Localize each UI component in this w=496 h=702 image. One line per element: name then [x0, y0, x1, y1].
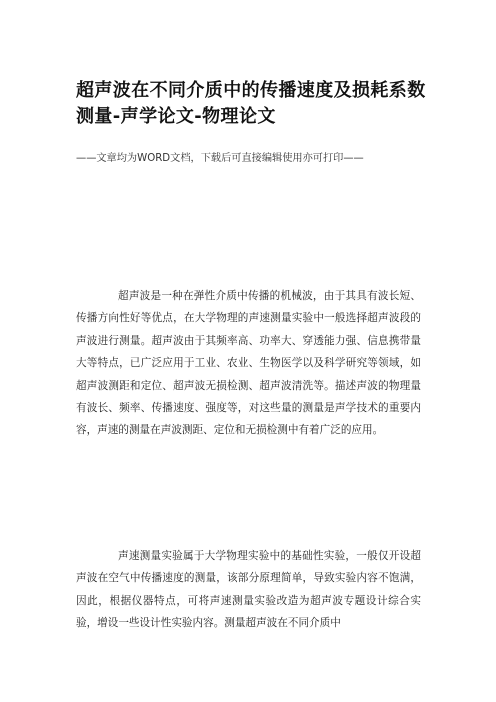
body-paragraph-1: 超声波是一种在弹性介质中传播的机械波，由于其具有波长短、传播方向性好等优点，在大学物理的声速测量实验中一般选择超声波段的声波进行测量。超声波由于其频率高、功率大、穿透能力强、信息携带量大等特点，已广泛应用于工业、农业、生物医学以及科学研究等领域，如超声波测距和定位、超声波无损检测、超声波清洗等。描述声波的物理量有波长、频率、传播速度、强度等，对这些量的测量是声学技术的重要内容，声速的测量在声波测距、定位和无损检测中有着广泛的应用。 [76, 290, 421, 437]
document-subtitle: ——文章均为WORD文档，下载后可直接编辑使用亦可打印—— [76, 153, 364, 164]
body-paragraph-2: 声速测量实验属于大学物理实验中的基础性实验，一般仅开设超声波在空气中传播速度的测量，该部分原理简单，导致实验内容不饱满，因此，根据仪器特点，可将声速测量实验改造为超声波专题设计综合实验，增设一些设计性实验内容。测量超声波在不同介质中 [76, 550, 421, 630]
document-title: 超声波在不同介质中的传播速度及损耗系数测量-声学论文-物理论文 [76, 80, 426, 127]
